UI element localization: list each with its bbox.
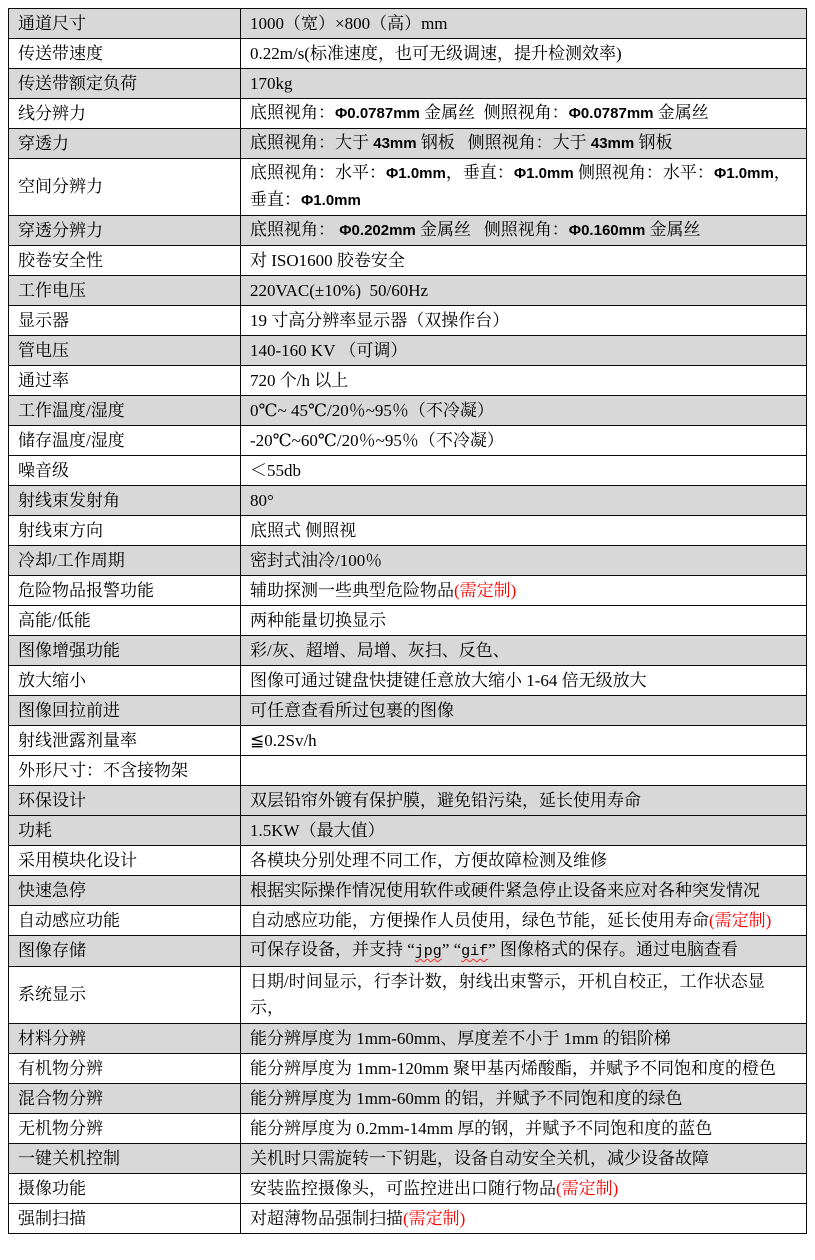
spec-value [241,756,807,786]
spec-label: 穿透分辨力 [9,216,241,246]
spec-value [241,636,807,666]
spec-value [241,9,807,39]
spec-label: 摄像功能 [9,1174,241,1204]
spec-value-text: ， [773,163,791,182]
spec-value [241,69,807,99]
table-row [9,906,807,936]
spec-value-text: 关机时只需旋转一下钥匙，设备自动安全关机，减少设备故障 [250,1148,709,1168]
table-row [9,159,807,216]
spec-label: 自动感应功能 [9,906,241,936]
table-row [9,129,807,159]
spec-value [241,159,807,216]
spec-value [241,1054,807,1084]
spec-value [241,576,807,606]
table-row [9,276,807,306]
spec-value [241,216,807,246]
spec-label: 系统显示 [9,967,241,1024]
spec-value-text: 底照视角：大于 [250,133,374,152]
spec-value [241,696,807,726]
spec-value-text: 图像可通过键盘快捷键任意放大缩小 1-64 倍无级放大 [250,670,647,690]
spec-value-text: 金属丝 侧照视角： [415,220,569,239]
spec-value-text: Φ0.160mm [568,222,646,239]
table-row [9,1054,807,1084]
spec-value-text: 170kg [250,73,293,93]
spec-value-text: ≦0.2Sv/h [250,730,317,750]
table-row [9,967,807,1024]
custom-required-note: (需定制) [556,1178,619,1198]
spec-label: 通道尺寸 [9,9,241,39]
table-row [9,1204,807,1234]
spec-value-text: 底照视角： [250,220,340,239]
spec-value [241,99,807,129]
table-row [9,696,807,726]
spec-value [241,39,807,69]
table-row [9,39,807,69]
spec-value-text: 底照式 侧照视 [250,520,357,540]
spec-label: 强制扫描 [9,1204,241,1234]
spec-value-text: 43mm [590,135,635,152]
spec-value-text: 底照视角：水平： [250,163,386,182]
spec-value [241,456,807,486]
table-row [9,426,807,456]
spec-label: 高能/低能 [9,606,241,636]
table-row [9,336,807,366]
spec-label: 空间分辨力 [9,159,241,216]
spec-value [241,846,807,876]
spec-label: 射线泄露剂量率 [9,726,241,756]
spec-value [241,906,807,936]
spec-value-text: 720 个/h 以上 [250,370,349,390]
spec-label: 放大缩小 [9,666,241,696]
spec-value [241,876,807,906]
table-row [9,216,807,246]
spec-value-text: 钢板 侧照视角：大于 [416,133,591,152]
spec-label: 管电压 [9,336,241,366]
spec-label: 外形尺寸：不含接物架 [9,756,241,786]
table-row [9,456,807,486]
table-row [9,69,807,99]
spec-value-text: gif [461,943,489,960]
spec-value [241,276,807,306]
spec-value [241,936,807,967]
spec-value-text: 日期/时间显示，行李计数，射线出束警示，开机自校正，工作状态显 [250,972,765,991]
spec-value [241,816,807,846]
spec-value-text: ，垂直： [445,163,514,182]
table-row [9,876,807,906]
spec-value [241,1084,807,1114]
spec-label: 射线束方向 [9,516,241,546]
spec-value-text: 140-160 KV （可调） [250,340,408,360]
spec-value [241,306,807,336]
spec-label: 射线束发射角 [9,486,241,516]
spec-label: 显示器 [9,306,241,336]
spec-value-text: 可任意查看所过包裹的图像 [250,700,454,720]
spec-value-text: 金属丝 侧照视角： [419,103,569,122]
spec-value [241,336,807,366]
custom-required-note: (需定制) [403,1208,466,1228]
spec-value [241,967,807,1024]
spec-value-text: 1000（宽）×800（高）mm [250,13,448,33]
spec-label: 危险物品报警功能 [9,576,241,606]
spec-value-text: Φ1.0mm [386,165,446,182]
spec-label: 冷却/工作周期 [9,546,241,576]
spec-value [241,786,807,816]
table-row [9,1024,807,1054]
spec-value [241,1144,807,1174]
spec-label: 材料分辨 [9,1024,241,1054]
spec-value-text: 能分辨厚度为 1mm-120mm 聚甲基丙烯酸酯，并赋予不同饱和度的橙色 [250,1058,777,1078]
spec-value-text: 0℃~ 45℃/20％~95％（不冷凝） [250,400,494,420]
spec-value-text: 密封式油冷/100％ [250,550,383,570]
spec-value [241,1174,807,1204]
spec-label: 有机物分辨 [9,1054,241,1084]
spec-value-text: 对超薄物品强制扫描 [250,1208,403,1228]
spec-value-text: 能分辨厚度为 0.2mm-14mm 厚的钢，并赋予不同饱和度的蓝色 [250,1118,713,1138]
spec-value-text: 0.22m/s(标准速度，也可无级调速，提升检测效率) [250,43,622,63]
spec-label: 混合物分辨 [9,1084,241,1114]
spec-label: 通过率 [9,366,241,396]
spec-value-text: 彩/灰、超增、局增、灰扫、反色、 [250,640,510,660]
spec-value-text: 垂直： [250,190,301,209]
table-row [9,246,807,276]
spec-label: 穿透力 [9,129,241,159]
spec-value-text: 能分辨厚度为 1mm-60mm、厚度差不小于 1mm 的铝阶梯 [250,1028,671,1048]
table-row [9,1144,807,1174]
spec-value-text: 对 ISO1600 胶卷安全 [250,250,405,270]
spec-value-text: 金属丝 [653,103,709,122]
spec-value-text: Φ0.0787mm [335,105,420,122]
spec-value-text: 双层铅帘外镀有保护膜，避免铅污染，延长使用寿命 [250,790,641,810]
spec-value-text: 金属丝 [645,220,701,239]
spec-value-text: Φ0.0787mm [568,105,654,122]
spec-value-text: 侧照视角：水平： [573,163,714,182]
spec-value-text: 可保存设备，并支持 “ [250,940,415,959]
spec-value-text: -20℃~60℃/20％~95％（不冷凝） [250,430,504,450]
spec-value-text: 示， [250,998,284,1017]
spec-value [241,516,807,546]
spec-label: 图像增强功能 [9,636,241,666]
spec-value-text: 钢板 [634,133,673,152]
spec-value-text: 安装监控摄像头，可监控进出口随行物品 [250,1178,556,1198]
spec-value [241,666,807,696]
table-row [9,636,807,666]
table-row [9,9,807,39]
table-row [9,396,807,426]
spec-value-text: ” “ [441,940,462,959]
table-row [9,1114,807,1144]
spec-value-text: Φ1.0mm [301,192,361,209]
spec-label: 传送带额定负荷 [9,69,241,99]
spec-value-text: 19 寸高分辨率显示器（双操作台） [250,310,510,330]
table-row [9,606,807,636]
spec-value-text: ＜55db [250,460,301,480]
spec-value-text: 能分辨厚度为 1mm-60mm 的铝，并赋予不同饱和度的绿色 [250,1088,683,1108]
custom-required-note: (需定制) [709,910,772,930]
spec-value [241,1114,807,1144]
spec-value [241,426,807,456]
spec-table [8,8,807,1234]
spec-label: 胶卷安全性 [9,246,241,276]
table-row [9,1174,807,1204]
spec-label: 线分辨力 [9,99,241,129]
spec-value [241,246,807,276]
spec-value [241,1204,807,1234]
spec-label: 无机物分辨 [9,1114,241,1144]
spec-value [241,129,807,159]
spec-label: 图像存储 [9,936,241,967]
table-row [9,576,807,606]
spec-value-text: 1.5KW（最大值） [250,820,385,840]
spec-value-text: 80° [250,490,274,510]
spec-label: 快速急停 [9,876,241,906]
spec-value-text: ” 图像格式的保存。通过电脑查看 [488,940,738,959]
spec-value-text: 根据实际操作情况使用软件或硬件紧急停止设备来应对各种突发情况 [250,880,760,900]
table-row [9,99,807,129]
table-row [9,816,807,846]
spec-value [241,606,807,636]
table-row [9,786,807,816]
table-row [9,726,807,756]
spec-value-text: 43mm [373,135,417,152]
spec-value [241,366,807,396]
custom-required-note: (需定制) [454,580,517,600]
table-row [9,486,807,516]
spec-value-text: 底照视角： [250,103,335,122]
spec-value [241,726,807,756]
spec-value [241,486,807,516]
table-row [9,546,807,576]
table-row [9,756,807,786]
spec-value-text: jpg [414,943,442,960]
table-row [9,306,807,336]
spec-label: 噪音级 [9,456,241,486]
table-row [9,366,807,396]
spec-value [241,1024,807,1054]
spec-value-text: 各模块分别处理不同工作，方便故障检测及维修 [250,850,607,870]
table-row [9,516,807,546]
spec-label: 储存温度/湿度 [9,426,241,456]
spec-label: 功耗 [9,816,241,846]
spec-label: 一键关机控制 [9,1144,241,1174]
table-row [9,1084,807,1114]
table-row [9,936,807,967]
spec-value [241,546,807,576]
spec-value-text: 220VAC(±10%) 50/60Hz [250,280,429,300]
spec-label: 采用模块化设计 [9,846,241,876]
spec-value [241,396,807,426]
spec-value-text: 自动感应功能，方便操作人员使用，绿色节能，延长使用寿命 [250,910,709,930]
spec-label: 环保设计 [9,786,241,816]
spec-label: 传送带速度 [9,39,241,69]
spec-value-text: 两种能量切换显示 [250,610,386,630]
spec-value-text: Φ1.0mm [513,165,574,182]
table-row [9,846,807,876]
spec-value-text: Φ1.0mm [713,165,774,182]
spec-label: 工作电压 [9,276,241,306]
table-row [9,666,807,696]
spec-label: 工作温度/湿度 [9,396,241,426]
spec-value-text: 辅助探测一些典型危险物品 [250,580,454,600]
spec-label: 图像回拉前进 [9,696,241,726]
spec-value-text: Φ0.202mm [339,222,416,239]
spec-table-body [9,9,807,1234]
